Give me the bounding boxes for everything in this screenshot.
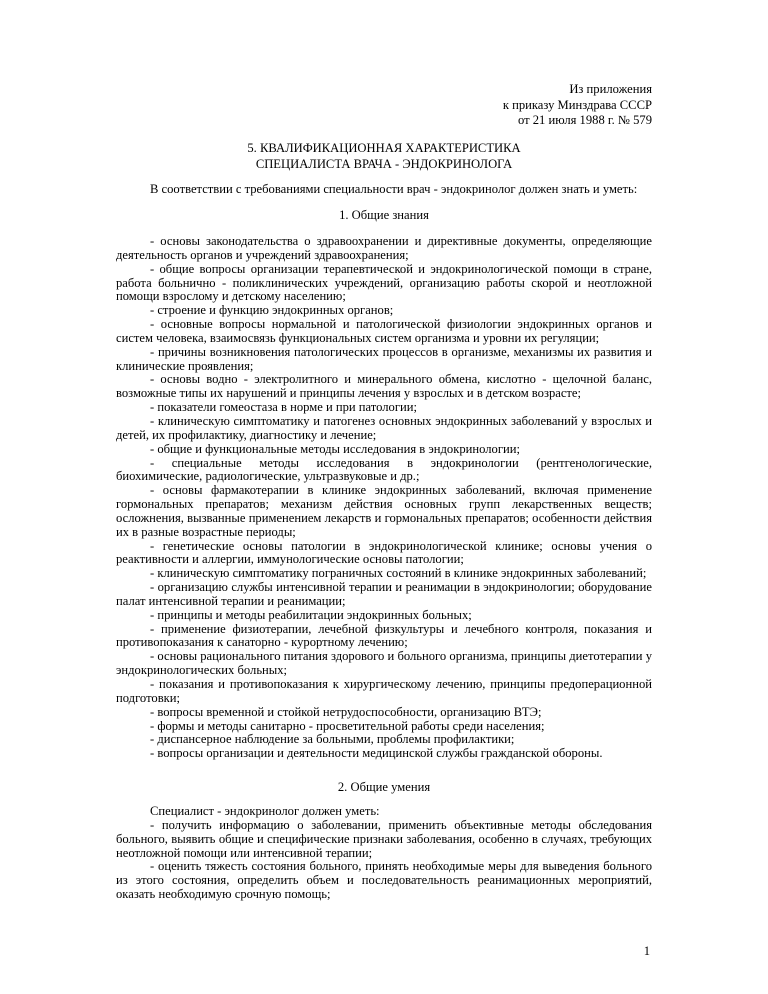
list-item: - диспансерное наблюдение за больными, проблемы профилактики; <box>150 732 515 747</box>
list-item: - формы и методы санитарно - просветительной работы среди населения; <box>150 718 545 733</box>
list-item: - генетические основы патологии в эндокринологической клинике; основы учения о реактивности и аллергии, иммунологические основы патологии; <box>116 538 652 567</box>
page-number: 1 <box>643 944 650 958</box>
order-reference-line: к приказу Минздрава СССР <box>502 97 652 112</box>
list-item: - строение и функцию эндокринных органов; <box>150 303 394 318</box>
list-item: - клиническую симптоматику и патогенез основных эндокринных заболеваний у взрослых и детей, их профилактику, диагностику и лечение; <box>116 413 652 442</box>
list-item: - основы водно - электролитного и минерального обмена, кислотно - щелочной баланс, возможные типы их нарушений и принципы лечения у взрослых и в детском возрасте; <box>116 372 652 401</box>
list-item: - общие и функциональные методы исследования в эндокринологии; <box>150 441 520 456</box>
list-item: - основы рационального питания здорового и больного организма, принципы диетотерапии у эндокринологических больных; <box>116 649 652 678</box>
section-2-list <box>116 805 652 902</box>
section-2-lead: Специалист - эндокринолог должен уметь: <box>150 804 380 818</box>
list-item: - принципы и методы реабилитации эндокринных больных; <box>150 607 472 622</box>
list-item: - общие вопросы организации терапевтической и эндокринологической помощи в стране, работа больнично - поликлинических учреждений, организацию работы скорой и неотложной помощи взрослому и детскому населению; <box>116 261 652 304</box>
list-item: - основы фармакотерапии в клинике эндокринных заболеваний, включая применение гормональных препаратов; механизм действия основных групп лекарственных веществ; осложнения, вызванные применением лекарств и гормональных препаратов; особенности действия их в разные возрастные периоды; <box>116 483 652 539</box>
order-reference-line: Из приложения <box>569 82 652 96</box>
list-item: - клиническую симптоматику пограничных состояний в клинике эндокринных заболеваний; <box>150 566 647 581</box>
list-item: - показатели гомеостаза в норме и при патологии; <box>150 400 417 415</box>
list-item: - причины возникновения патологических процессов в организме, механизмы их развития и клинические проявления; <box>116 344 652 373</box>
title-line: СПЕЦИАЛИСТА ВРАЧА - ЭНДОКРИНОЛОГА <box>255 156 513 171</box>
list-item: - основные вопросы нормальной и патологической физиологии эндокринных органов и систем человека, взаимосвязь функциональных систем организма и уровни их регуляции; <box>116 317 652 345</box>
section-1-list <box>116 235 652 761</box>
list-item: - специальные методы исследования в эндокринологии (рентгенологические, биохимические, радиологические, ультразвуковые и др.; <box>116 455 652 484</box>
list-item: - вопросы организации и деятельности медицинской службы гражданской обороны. <box>150 746 603 761</box>
list-item: - вопросы временной и стойкой нетрудоспособности, организацию ВТЭ; <box>150 704 542 719</box>
list-item: - получить информацию о заболевании, применить объективные методы обследования больного, выявить общие и специфические признаки заболевания, особенно в случаях, требующих неотложной помощи или интенсивной терапии; <box>116 817 652 860</box>
intro-text: В соответствии с требованиями специальности врач - эндокринолог должен знать и уметь: <box>150 182 638 196</box>
list-item: - оценить тяжесть состояния больного, принять необходимые меры для выведения больного из этого состояния, определить объем и последовательность реанимационных мероприятий, оказать необходимую срочную помощь; <box>116 859 652 902</box>
section-2-heading: 2. Общие умения <box>337 780 431 794</box>
order-reference <box>503 82 652 129</box>
title-line: 5. КВАЛИФИКАЦИОННАЯ ХАРАКТЕРИСТИКА <box>247 141 521 155</box>
order-reference-line: от 21 июля 1988 г. № 579 <box>517 113 652 128</box>
document-title <box>110 141 658 172</box>
section-1-heading: 1. Общие знания <box>339 208 429 222</box>
list-item: - основы законодательства о здравоохранении и директивные документы, определяющие деятельность органов и учреждений здравоохранения; <box>116 234 652 262</box>
list-item: - организацию службы интенсивной терапии и реанимации в эндокринологии; оборудование палат интенсивной терапии и реанимации; <box>116 580 652 608</box>
list-item: - показания и противопоказания к хирургическому лечению, принципы предоперационной подготовки; <box>116 677 652 705</box>
list-item: - применение физиотерапии, лечебной физкультуры и лечебного контроля, показания и противопоказания к санаторно - курортному лечению; <box>116 621 652 650</box>
